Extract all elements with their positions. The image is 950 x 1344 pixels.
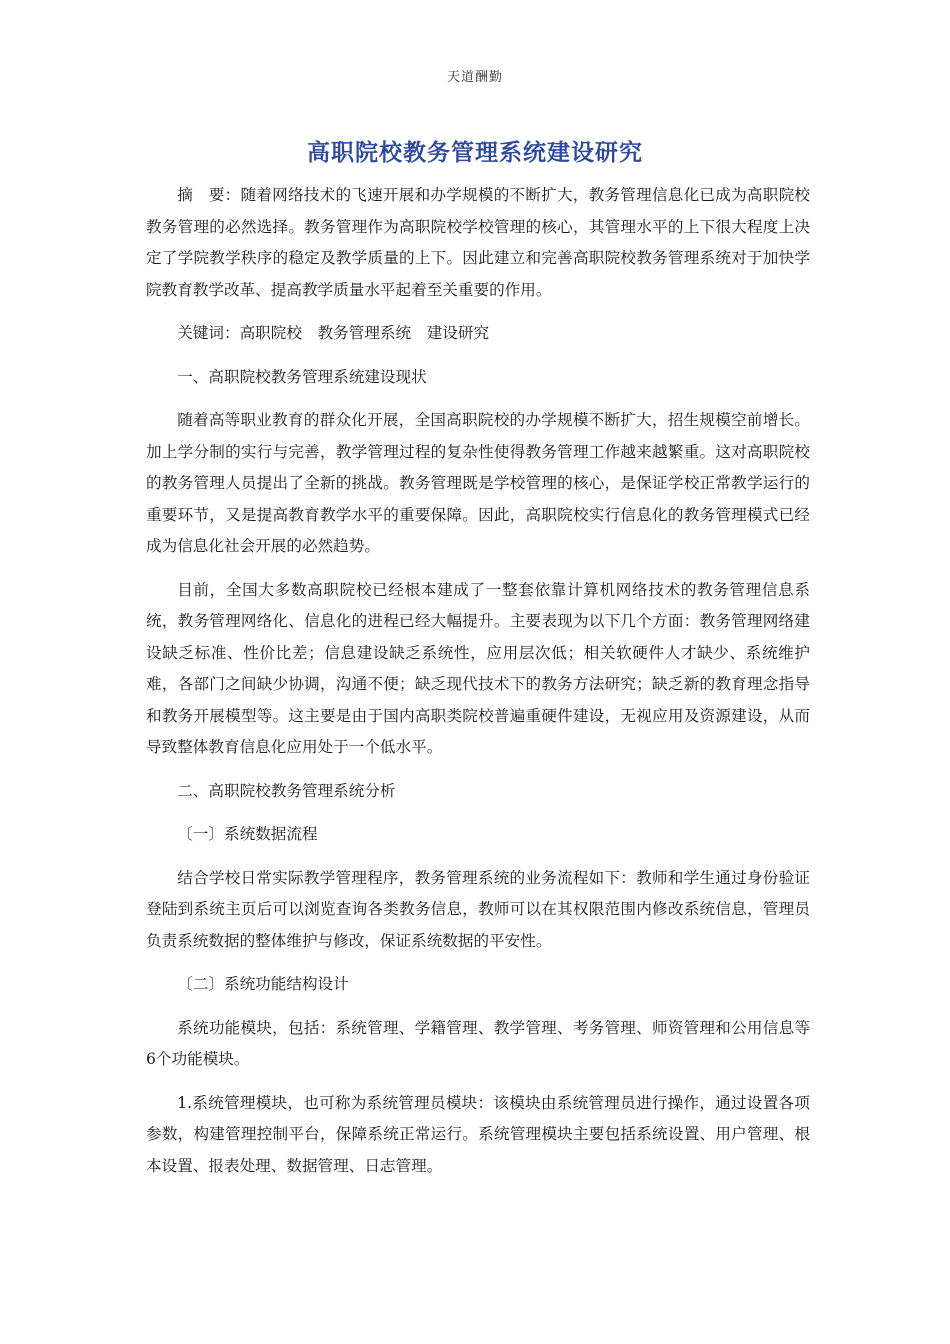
section-heading-1: 一、高职院校教务管理系统建设现状 <box>177 367 427 386</box>
body-paragraph: 系统功能模块，包括：系统管理、学籍管理、教学管理、考务管理、师资管理和公用信息等6个功能模块。 <box>146 1018 810 1068</box>
abstract-paragraph: 摘 要：随着网络技术的飞速开展和办学规模的不断扩大，教务管理信息化已成为高职院校教务管理的必然选择。教务管理作为高职院校学校管理的核心，其管理水平的上下很大程度上决定了学院教学秩序的稳定及教学质量的上下。因此建立和完善高职院校教务管理系统对于加快学院教育教学改革、提高教学质量水平起着至关重要的作用。 <box>146 186 810 299</box>
body-paragraph: 1.系统管理模块，也可称为系统管理员模块：该模块由系统管理员进行操作，通过设置各项参数，构建管理控制平台，保障系统正常运行。系统管理模块主要包括系统设置、用户管理、根本设置、报表处理、数据管理、日志管理。 <box>146 1093 810 1175</box>
section-heading-2: 二、高职院校教务管理系统分析 <box>177 781 396 800</box>
body-paragraph: 目前，全国大多数高职院校已经根本建成了一整套依靠计算机网络技术的教务管理信息系统，教务管理网络化、信息化的进程已经大幅提升。主要表现为以下几个方面：教务管理网络建设缺乏标准、性价比差；信息建设缺乏系统性，应用层次低；相关软硬件人才缺少、系统维护难，各部门之间缺少协调，沟通不便；缺乏现代技术下的教务方法研究；缺乏新的教育理念指导和教务开展模型等。这主要是由于国内高职类院校普遍重硬件建设，无视应用及资源建设，从而导致整体教育信息化应用处于一个低水平。 <box>146 580 810 756</box>
body-paragraph: 结合学校日常实际教学管理程序，教务管理系统的业务流程如下：教师和学生通过身份验证登陆到系统主页后可以浏览查询各类教务信息，教师可以在其权限范围内修改系统信息，管理员负责系统数据的整体维护与修改，保证系统数据的平安性。 <box>146 868 810 950</box>
keywords-line: 关键词：高职院校 教务管理系统 建设研究 <box>177 324 490 342</box>
body-paragraph: 随着高等职业教育的群众化开展，全国高职院校的办学规模不断扩大，招生规模空前增长。加上学分制的实行与完善，教学管理过程的复杂性使得教务管理工作越来越繁重。这对高职院校的教务管理人员提出了全新的挑战。教务管理既是学校管理的核心，是保证学校正常教学运行的重要环节，又是提高教育教学水平的重要保障。因此，高职院校实行信息化的教务管理模式已经成为信息化社会开展的必然趋势。 <box>146 411 810 555</box>
subsection-heading-1: 〔一〕系统数据流程 <box>177 825 318 843</box>
document-body <box>146 180 810 1194</box>
subsection-heading-2: 〔二〕系统功能结构设计 <box>177 975 349 993</box>
running-header: 天道酬勤 <box>446 70 503 85</box>
document-title: 高职院校教务管理系统建设研究 <box>307 140 643 166</box>
